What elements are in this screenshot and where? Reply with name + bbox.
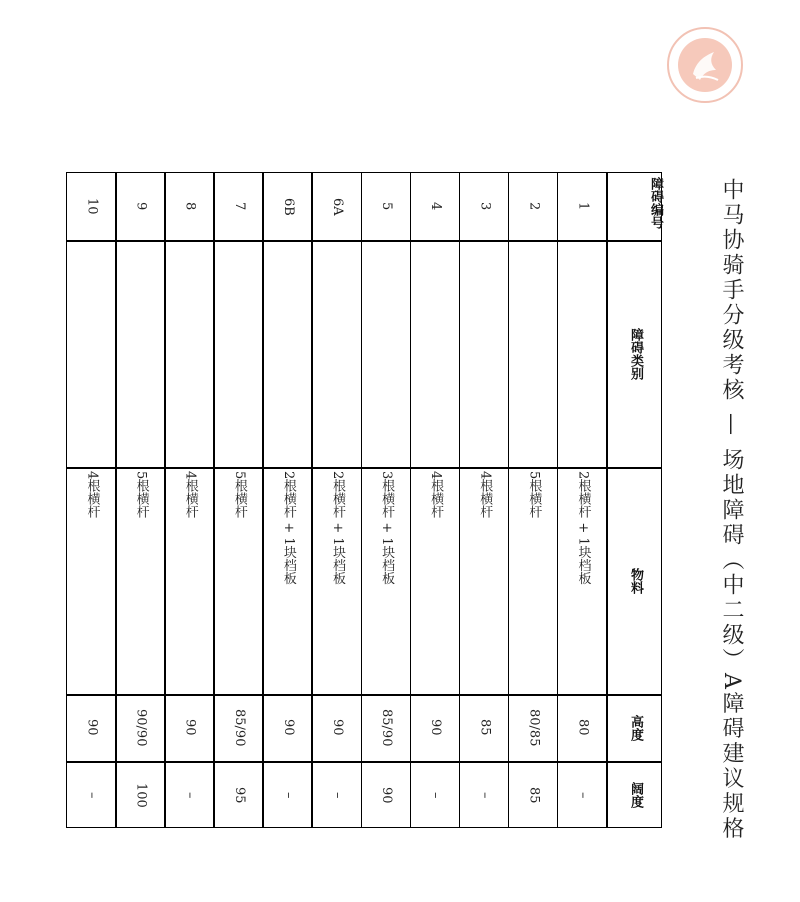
cell-height: 85/90 xyxy=(231,708,247,747)
cell-obstacle-category xyxy=(116,240,165,467)
cell-obstacle-category xyxy=(362,240,411,467)
cell-obstacle-category xyxy=(165,240,214,467)
cell-obstacle-category xyxy=(411,240,460,467)
cell-obstacle-number: 3 xyxy=(477,202,493,211)
cell-materials: 4根横杆 xyxy=(477,471,493,519)
cell-width: – xyxy=(330,791,345,799)
cell-obstacle-category xyxy=(67,240,116,467)
cell-width: 90 xyxy=(379,786,395,804)
cell-obstacle-number: 10 xyxy=(84,198,100,215)
cell-height: 90 xyxy=(84,719,100,736)
cell-obstacle-category xyxy=(460,240,509,467)
cell-width: – xyxy=(182,791,198,799)
cell-materials: 2根横杆 + 1块档板 xyxy=(280,471,296,585)
cell-width: – xyxy=(280,791,296,799)
cell-obstacle-number: 6B xyxy=(280,197,296,216)
header-width: 阔度 xyxy=(628,782,643,808)
cell-width: 95 xyxy=(231,786,247,804)
header-obstacle-category: 障碍类别 xyxy=(628,327,643,380)
cell-width: – xyxy=(477,791,493,799)
cell-height: 90/90 xyxy=(133,708,149,747)
cell-materials: 5根横杆 xyxy=(133,471,149,519)
seal-logo xyxy=(666,26,744,104)
cell-obstacle-number: 4 xyxy=(428,202,444,211)
cell-materials: 2根横杆 + 1块档板 xyxy=(330,471,345,585)
cell-width: – xyxy=(575,791,591,799)
header-height: 高度 xyxy=(628,714,643,741)
cell-materials: 5根横杆 xyxy=(231,471,247,519)
cell-obstacle-number: 8 xyxy=(182,202,198,211)
cell-materials: 4根横杆 xyxy=(84,471,100,519)
cell-materials: 2根横杆 + 1块档板 xyxy=(575,471,591,585)
cell-obstacle-number: 6A xyxy=(330,197,345,216)
cell-obstacle-number: 1 xyxy=(575,202,591,211)
cell-height: 85 xyxy=(477,719,493,736)
page-title: 中马协骑手分级考核 — 场地障碍（中二级）A障碍建议规格 xyxy=(719,178,744,842)
header-obstacle-number: 障碍编号 xyxy=(648,177,663,229)
cell-obstacle-category xyxy=(312,240,361,467)
cell-materials: 4根横杆 xyxy=(182,471,198,519)
cell-width: 85 xyxy=(526,786,542,804)
cell-height: 90 xyxy=(330,719,345,736)
cell-obstacle-category xyxy=(558,240,607,467)
cell-obstacle-category xyxy=(214,240,263,467)
cell-obstacle-number: 7 xyxy=(231,202,247,211)
cell-materials: 4根横杆 xyxy=(428,471,444,519)
cell-height: 80/85 xyxy=(526,708,542,747)
header-materials: 物料 xyxy=(628,567,643,594)
cell-width: 100 xyxy=(133,782,149,808)
cell-height: 90 xyxy=(182,719,198,736)
cell-obstacle-number: 5 xyxy=(379,202,395,211)
cell-materials: 3根横杆 + 1块档板 xyxy=(379,471,395,585)
cell-obstacle-category xyxy=(509,240,558,467)
cell-height: 80 xyxy=(575,719,591,736)
cell-width: – xyxy=(428,791,444,799)
cell-obstacle-number: 9 xyxy=(133,202,149,211)
cell-height: 90 xyxy=(428,719,444,736)
cell-obstacle-category xyxy=(263,240,312,467)
cell-width: – xyxy=(84,791,100,799)
cell-obstacle-number: 2 xyxy=(526,202,542,211)
cell-materials: 5根横杆 xyxy=(526,471,542,519)
obstacle-spec-table xyxy=(66,172,662,828)
cell-height: 90 xyxy=(280,719,296,736)
cell-height: 85/90 xyxy=(379,708,395,747)
